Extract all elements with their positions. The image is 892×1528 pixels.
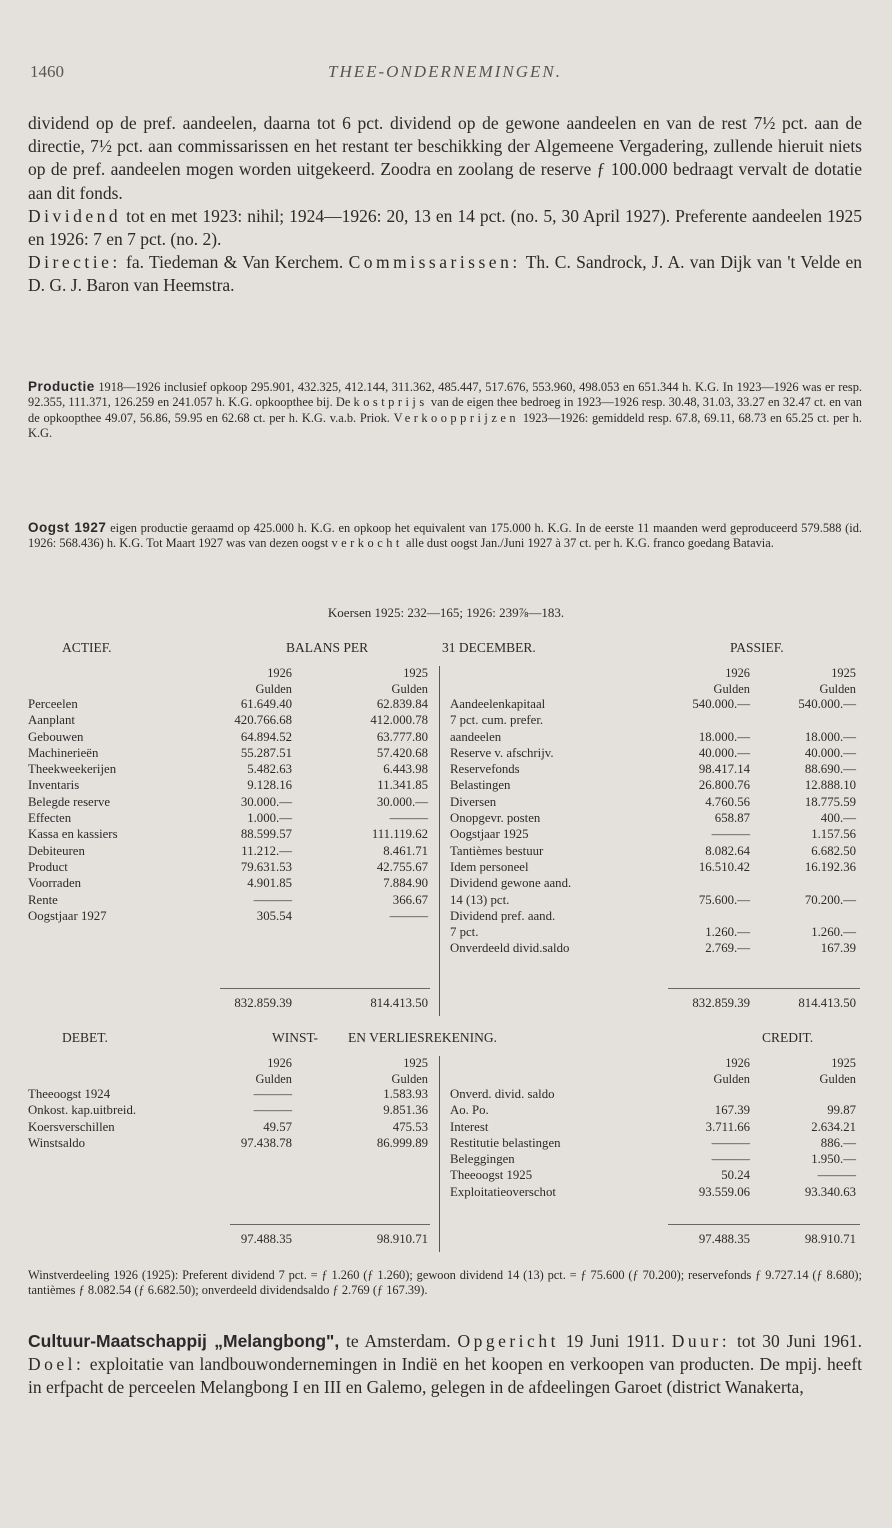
debet-value-1925: 86.999.89 <box>376 1135 428 1150</box>
actief-value-1925: 6.443.98 <box>383 762 428 777</box>
debet-row <box>28 1087 428 1103</box>
actief-value-1925: 366.67 <box>392 892 428 907</box>
credit-row <box>450 1185 856 1201</box>
actief-value-1926: 9.128.16 <box>247 778 292 793</box>
actief-heading: ACTIEF. <box>62 640 112 655</box>
winst-table <box>28 1056 862 1252</box>
actief-value-1925: 8.461.71 <box>383 843 428 858</box>
actief-value-1925: 42.755.67 <box>376 859 428 874</box>
actief-row <box>28 860 428 876</box>
credit-value-1925: 886.— <box>820 1135 856 1150</box>
credit-value-1926: 50.24 <box>721 1168 750 1183</box>
passief-label: Oogstjaar 1925 <box>450 827 529 842</box>
productie-text-3: 1923—1926: gemiddeld resp. 67.8, 69.11, 68.73 en 65.25 ct. per h. K.G. <box>28 410 862 440</box>
winst-total-rule-left <box>230 1224 430 1225</box>
passief-value-1926: 40.000.— <box>698 745 750 760</box>
debet-label: Onkost. kap.uitbreid. <box>28 1103 137 1118</box>
actief-value-1926: 305.54 <box>256 908 292 923</box>
duur-text: tot 30 Juni 1961. <box>736 1331 863 1351</box>
actief-row <box>28 893 428 909</box>
passief-unit-2: Gulden <box>819 681 856 696</box>
opgericht-text: 19 Juni 1911. <box>565 1331 665 1351</box>
actief-row <box>28 778 428 794</box>
actief-row <box>28 697 428 713</box>
passief-value-1925: 400.— <box>820 811 856 826</box>
passief-value-1926: 8.082.64 <box>705 843 750 858</box>
passief-total-1926: 832.859.39 <box>692 996 750 1010</box>
page-header <box>30 62 860 86</box>
passief-value-1925: 70.200.— <box>804 892 856 907</box>
credit-total <box>450 1232 856 1248</box>
passief-label: Dividend gewone aand. <box>450 876 572 891</box>
debet-year-1926: 1926 <box>267 1056 292 1070</box>
winst-heading <box>28 1030 862 1052</box>
actief-label: Rente <box>28 892 58 907</box>
passief-row <box>450 844 856 860</box>
credit-label: Theeoogst 1925 <box>450 1168 533 1183</box>
passief-value-1925: 18.000.— <box>804 729 856 744</box>
winstverdeeling-text: Winstverdeeling 1926 (1925): Preferent dividend 7 pct. = ƒ 1.260 (ƒ 1.260); gewoon dividend 14 (13) pct. = ƒ 75.600 (ƒ 70.200); reservefonds ƒ 9.727.14 (ƒ 8.680); tantièmes ƒ 8.082.54 (ƒ 6.682.50); onverdeeld dividendsaldo ƒ 2.769 (ƒ 167.39). <box>28 1268 862 1298</box>
running-title: THEE-ONDERNEMINGEN. <box>328 62 562 81</box>
actief-row <box>28 762 428 778</box>
actief-label: Effecten <box>28 811 72 826</box>
credit-year-1926: 1926 <box>725 1056 750 1070</box>
passief-label: Onverdeeld divid.saldo <box>450 941 570 956</box>
actief-value-1925: ——— <box>389 811 428 826</box>
credit-side <box>450 1056 856 1201</box>
debet-label: Winstsaldo <box>28 1135 86 1150</box>
winst-title-a: WINST- <box>272 1030 318 1045</box>
passief-heading: PASSIEF. <box>730 640 784 655</box>
actief-value-1925: 11.341.85 <box>377 778 428 793</box>
passief-label: Aandeelenkapitaal <box>450 697 546 711</box>
productie-paragraph <box>28 379 862 441</box>
balans-table <box>28 666 862 1016</box>
directie-text: fa. Tiedeman & Van Kerchem. <box>126 252 344 273</box>
actief-label: Product <box>28 859 68 874</box>
credit-label: Interest <box>450 1119 489 1134</box>
passief-total-1925: 814.413.50 <box>798 996 856 1010</box>
actief-label: Perceelen <box>28 697 78 711</box>
oogst-text-1: eigen productie geraamd op 425.000 h. K.G. en opkoop het equivalent van 175.000 h. K.G. In de eerste 11 maanden werd geproduceerd 579.588 (id. 1926: 568.436) h. K.G. Tot Maart 1927 was van dezen oogst <box>28 521 862 551</box>
actief-label: Aanplant <box>28 713 75 728</box>
debet-unit-1: Gulden <box>255 1071 292 1086</box>
credit-row <box>450 1087 856 1103</box>
doel-label: Doel: <box>28 1354 85 1375</box>
passief-row <box>450 860 856 876</box>
passief-row <box>450 811 856 827</box>
passief-value-1926: 540.000.— <box>692 697 750 711</box>
actief-value-1926: 64.894.52 <box>240 729 292 744</box>
passief-row <box>450 827 856 843</box>
dividend-label: Dividend <box>28 205 122 226</box>
actief-label: Kassa en kassiers <box>28 827 118 842</box>
actief-label: Oogstjaar 1927 <box>28 908 107 923</box>
passief-value-1926: 18.000.— <box>698 729 750 744</box>
actief-value-1926: 1.000.— <box>247 811 292 826</box>
actief-row <box>28 909 428 925</box>
passief-row <box>450 925 856 941</box>
debet-total-1925: 98.910.71 <box>376 1232 428 1246</box>
actief-value-1925: 7.884.90 <box>383 876 428 891</box>
credit-total-1926: 97.488.35 <box>698 1232 750 1246</box>
credit-value-1925: 1.950.— <box>811 1152 856 1167</box>
passief-row <box>450 762 856 778</box>
actief-value-1925: 111.119.62 <box>371 827 428 842</box>
actief-row <box>28 730 428 746</box>
passief-row <box>450 876 856 892</box>
passief-value-1925: 540.000.— <box>798 697 856 711</box>
actief-label: Debiteuren <box>28 843 85 858</box>
actief-side <box>28 666 428 925</box>
actief-unit-2: Gulden <box>391 681 428 696</box>
passief-value-1926: 75.600.— <box>698 892 750 907</box>
actief-label: Machinerieën <box>28 745 99 760</box>
actief-row <box>28 746 428 762</box>
passief-label: aandeelen <box>450 729 502 744</box>
credit-row <box>450 1168 856 1184</box>
debet-heading: DEBET. <box>62 1030 108 1045</box>
debet-year-1925: 1925 <box>403 1056 428 1070</box>
actief-value-1926: ——— <box>253 892 292 907</box>
debet-side <box>28 1056 428 1152</box>
actief-row <box>28 844 428 860</box>
actief-value-1926: 88.599.57 <box>240 827 292 842</box>
actief-label: Gebouwen <box>28 729 84 744</box>
passief-value-1925: 6.682.50 <box>811 843 856 858</box>
passief-value-1926: 2.769.— <box>705 941 750 956</box>
debet-value-1925: 1.583.93 <box>383 1087 428 1101</box>
productie-heading: Productie <box>28 379 95 394</box>
actief-value-1926: 420.766.68 <box>234 713 292 728</box>
credit-label: Beleggingen <box>450 1152 515 1167</box>
opgericht-label: Opgericht <box>457 1331 559 1351</box>
oogst-text-2: alle dust oogst Jan./Juni 1927 à 37 ct. per h. K.G. franco goedang Batavia. <box>405 536 774 551</box>
balans-heading <box>28 640 862 662</box>
passief-value-1925: 167.39 <box>820 941 856 956</box>
actief-row <box>28 876 428 892</box>
passief-row <box>450 795 856 811</box>
actief-row <box>28 827 428 843</box>
actief-label: Theekweekerijen <box>28 762 117 777</box>
actief-label: Belegde reserve <box>28 794 111 809</box>
actief-value-1925: 63.777.80 <box>376 729 428 744</box>
passief-value-1926: 98.417.14 <box>698 762 750 777</box>
passief-unit-1: Gulden <box>713 681 750 696</box>
actief-total-1925: 814.413.50 <box>370 996 428 1010</box>
winst-total-rule-right <box>668 1224 860 1225</box>
debet-label: Theeoogst 1924 <box>28 1087 111 1101</box>
passief-row <box>450 713 856 729</box>
balans-title-a: BALANS PER <box>286 640 369 655</box>
company-name: Cultuur-Maatschappij „Melangbong", <box>28 1331 340 1351</box>
company-city: te Amsterdam. <box>346 1331 451 1351</box>
balans-title-b: 31 DECEMBER. <box>442 640 536 655</box>
passief-side <box>450 666 856 958</box>
passief-row <box>450 746 856 762</box>
credit-value-1925: ——— <box>817 1168 856 1183</box>
passief-value-1926: 658.87 <box>714 811 750 826</box>
actief-value-1926: 55.287.51 <box>240 745 292 760</box>
actief-value-1926: 30.000.— <box>240 794 292 809</box>
oogst-heading: Oogst 1927 <box>28 520 107 535</box>
winst-title-b: EN VERLIESREKENING. <box>348 1030 497 1045</box>
debet-value-1925: 475.53 <box>392 1119 428 1134</box>
credit-total-1925: 98.910.71 <box>804 1232 856 1246</box>
passief-label: Dividend pref. aand. <box>450 908 556 923</box>
credit-unit-2: Gulden <box>819 1071 856 1086</box>
actief-value-1925: 62.839.84 <box>376 697 428 711</box>
directie-label: Directie: <box>28 252 121 273</box>
productie-text-2: van de eigen thee bedroeg in 1923—1926 resp. 30.48, 31.03, 33.27 en 32.47 ct. en van de opkoopthee 49.07, 56.86, 59.95 en 62.68 ct. per h. K.G. v.a.b. Priok. <box>28 395 862 425</box>
passief-label: Belastingen <box>450 778 511 793</box>
passief-value-1925: 88.690.— <box>804 762 856 777</box>
passief-label: Tantièmes bestuur <box>450 843 544 858</box>
actief-total <box>28 996 428 1012</box>
credit-row <box>450 1136 856 1152</box>
credit-year-1925: 1925 <box>831 1056 856 1070</box>
passief-total <box>450 996 856 1012</box>
debet-row <box>28 1136 428 1152</box>
passief-label: Idem personeel <box>450 859 529 874</box>
passief-value-1925: 40.000.— <box>804 745 856 760</box>
actief-value-1926: 61.649.40 <box>240 697 292 711</box>
actief-year-1925: 1925 <box>403 666 428 680</box>
koersen-line: Koersen 1925: 232—165; 1926: 239⅞—183. <box>327 605 565 620</box>
passief-value-1926: ——— <box>711 827 750 842</box>
actief-value-1926: 11.212.— <box>241 843 292 858</box>
productie-text-1: 1918—1926 inclusief opkoop 295.901, 432.325, 412.144, 311.362, 485.447, 517.676, 553.960, 498.053 en 651.344 h. K.G. In 1923—1926 was er resp. 92.355, 111.371, 126.259 en 241.057 h. K.G. opkoopthee bij. De <box>28 380 862 410</box>
passief-label: 7 pct. <box>450 925 479 940</box>
credit-value-1925: 99.87 <box>827 1103 856 1118</box>
actief-value-1926: 79.631.53 <box>240 859 292 874</box>
passief-value-1925: 18.775.59 <box>804 794 856 809</box>
actief-row <box>28 811 428 827</box>
balans-divider <box>439 666 440 1016</box>
passief-value-1925: 1.260.— <box>811 925 856 940</box>
actief-label: Voorraden <box>28 876 82 891</box>
credit-label: Onverd. divid. saldo <box>450 1087 555 1101</box>
debet-row <box>28 1103 428 1119</box>
passief-value-1926: 26.800.76 <box>698 778 750 793</box>
commissarissen-text: Th. C. Sandrock, J. A. van Dijk van 't Velde en D. G. J. Baron van Heemstra. <box>28 252 863 296</box>
statutes-text: dividend op de pref. aandeelen, daarna tot 6 pct. dividend op de gewone aandeelen en van de rest 7½ pct. aan de directie, 7½ pct. aan commissarissen en het restant ter beschikking der Algemeene Vergadering, zullende hieruit niets op de pref. aandeelen mogen worden uitgekeerd. Zoodra en zoolang de reserve ƒ 100.000 bedraagt vervalt de dotatie aan dit fonds. <box>28 113 862 203</box>
balans-total-rule-left <box>220 988 430 989</box>
passief-value-1925: 12.888.10 <box>804 778 856 793</box>
credit-label: Exploitatieoverschot <box>450 1184 556 1199</box>
actief-value-1925: 412.000.78 <box>370 713 428 728</box>
verkocht-label: verkocht <box>331 536 403 551</box>
passief-value-1926: 16.510.42 <box>698 859 750 874</box>
credit-value-1926: 93.559.06 <box>698 1184 750 1199</box>
dividend-text: tot en met 1923: nihil; 1924—1926: 20, 13 en 14 pct. (no. 5, 30 April 1927). Preferente aandeelen 1925 en 1926: 7 en 7 pct. (no. 2). <box>28 205 862 250</box>
passief-row <box>450 909 856 925</box>
balans-total-rule-right <box>668 988 860 989</box>
credit-row <box>450 1120 856 1136</box>
doel-text: exploitatie van landbouwondernemingen in Indië en het koopen en verkoopen van producten. De mpij. heeft in erfpacht de perceelen Melangbong I en III en Galemo, gelegen in de afdeelingen Garoet (district Wanakerta, <box>28 1354 863 1398</box>
credit-row <box>450 1152 856 1168</box>
oogst-paragraph <box>28 520 862 552</box>
actief-year-1926: 1926 <box>267 666 292 680</box>
winst-divider <box>439 1056 440 1252</box>
kostprijs-label: kostprijs <box>353 395 428 410</box>
debet-row <box>28 1120 428 1136</box>
passief-label: Reservefonds <box>450 762 520 777</box>
actief-value-1925: 30.000.— <box>376 794 428 809</box>
debet-unit-2: Gulden <box>391 1071 428 1086</box>
debet-total-1926: 97.488.35 <box>240 1232 292 1246</box>
passief-value-1926: 1.260.— <box>705 925 750 940</box>
credit-value-1925: 2.634.21 <box>811 1119 856 1134</box>
passief-year-1926: 1926 <box>725 666 750 680</box>
passief-row <box>450 730 856 746</box>
credit-value-1926: 3.711.66 <box>705 1119 750 1134</box>
debet-value-1925: 9.851.36 <box>383 1103 428 1118</box>
debet-value-1926: 49.57 <box>263 1119 292 1134</box>
actief-value-1925: 57.420.68 <box>376 745 428 760</box>
actief-total-1926: 832.859.39 <box>234 996 292 1010</box>
passief-value-1925: 16.192.36 <box>804 859 856 874</box>
passief-label: 14 (13) pct. <box>450 892 510 907</box>
actief-row <box>28 795 428 811</box>
debet-label: Koersverschillen <box>28 1119 115 1134</box>
company-articles-paragraph <box>28 112 862 298</box>
page-number: 1460 <box>30 62 64 81</box>
passief-value-1925: 1.157.56 <box>811 827 856 842</box>
commissarissen-label: Commissarissen: <box>348 252 521 273</box>
passief-label: Diversen <box>450 794 497 809</box>
debet-value-1926: ——— <box>253 1103 292 1118</box>
credit-heading: CREDIT. <box>762 1030 814 1045</box>
passief-label: 7 pct. cum. prefer. <box>450 713 544 728</box>
duur-label: Duur: <box>671 1331 731 1351</box>
credit-value-1926: 167.39 <box>714 1103 750 1118</box>
melangbong-paragraph <box>28 1330 862 1400</box>
debet-value-1926: 97.438.78 <box>240 1135 292 1150</box>
actief-row <box>28 713 428 729</box>
credit-label: Ao. Po. <box>450 1103 489 1118</box>
debet-value-1926: ——— <box>253 1087 292 1101</box>
passief-row <box>450 941 856 957</box>
credit-value-1925: 93.340.63 <box>804 1184 856 1199</box>
passief-row <box>450 893 856 909</box>
actief-unit-1: Gulden <box>255 681 292 696</box>
actief-value-1925: ——— <box>389 908 428 923</box>
credit-value-1926: ——— <box>711 1152 750 1167</box>
winstverdeeling-paragraph <box>28 1268 862 1299</box>
actief-value-1926: 5.482.63 <box>247 762 292 777</box>
actief-value-1926: 4.901.85 <box>247 876 292 891</box>
debet-total <box>28 1232 428 1248</box>
passief-year-1925: 1925 <box>831 666 856 680</box>
credit-value-1926: ——— <box>711 1135 750 1150</box>
credit-label: Restitutie belastingen <box>450 1135 561 1150</box>
passief-row <box>450 778 856 794</box>
passief-value-1926: 4.760.56 <box>705 794 750 809</box>
credit-unit-1: Gulden <box>713 1071 750 1086</box>
passief-row <box>450 697 856 713</box>
passief-label: Reserve v. afschrijv. <box>450 745 554 760</box>
passief-label: Onopgevr. posten <box>450 811 541 826</box>
verkoopprijzen-label: Verkoopprijzen <box>393 410 520 425</box>
actief-label: Inventaris <box>28 778 80 793</box>
credit-row <box>450 1103 856 1119</box>
